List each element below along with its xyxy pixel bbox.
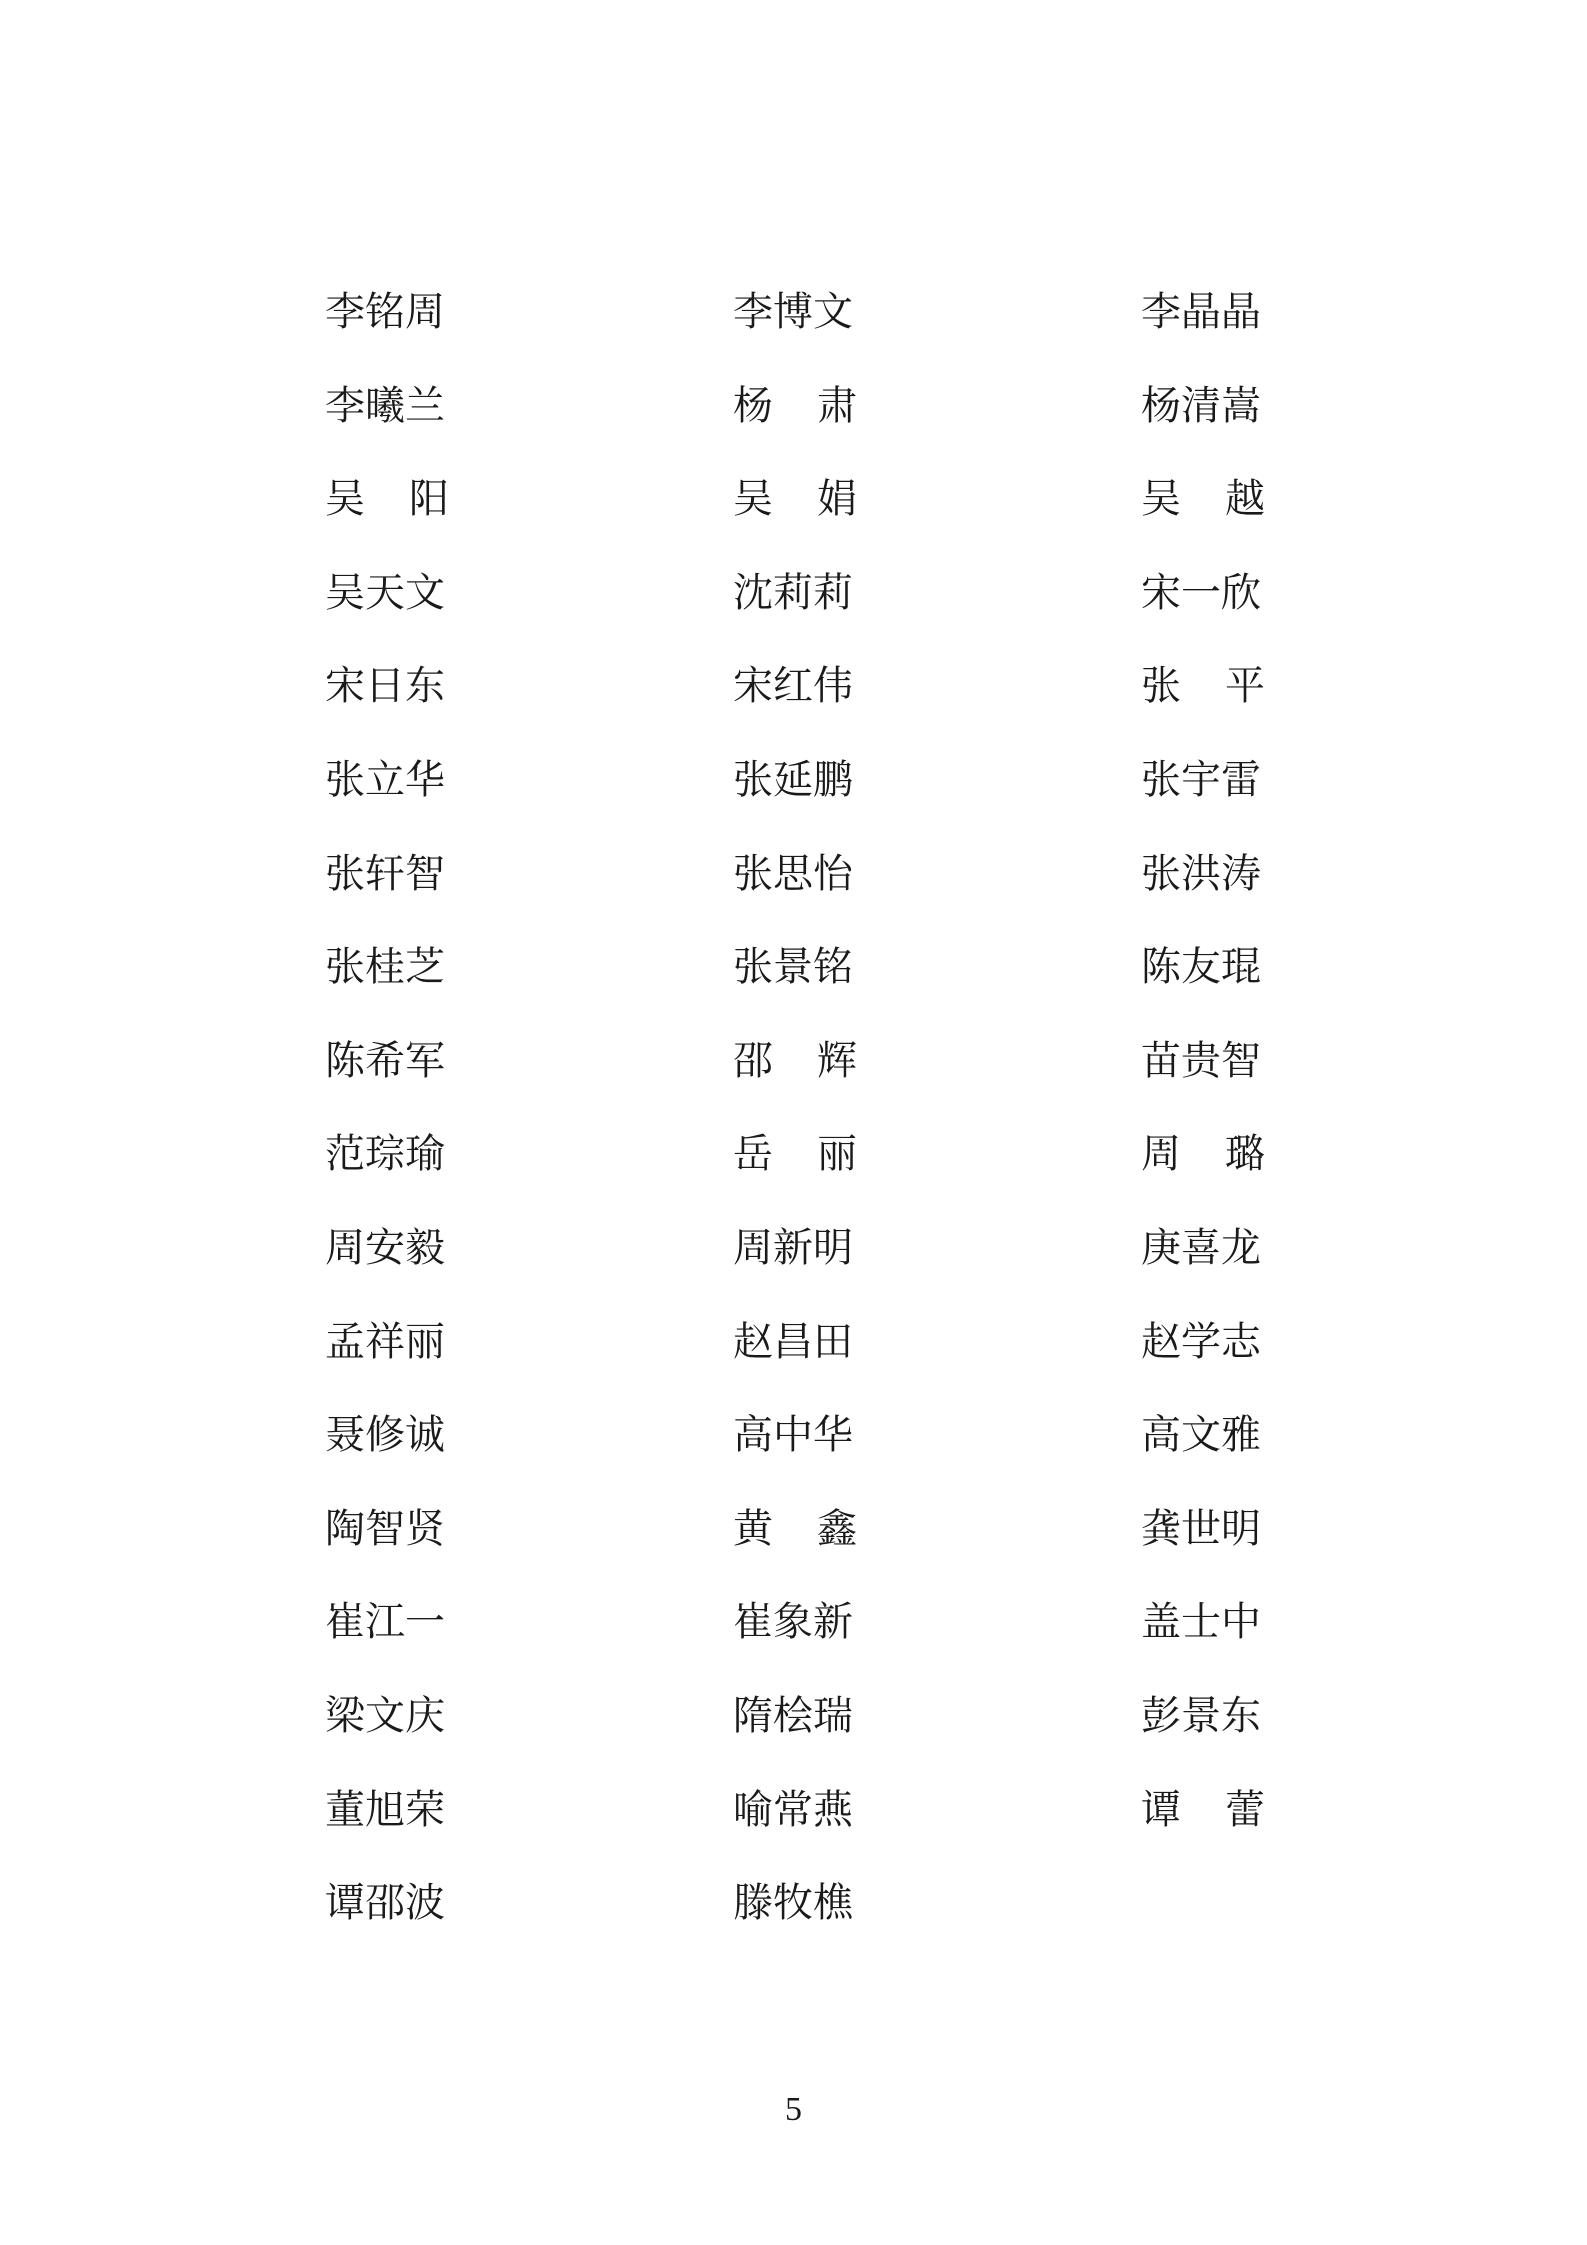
name-entry: 周安毅 <box>325 1224 445 1271</box>
name-entry: 吴天文 <box>325 569 445 616</box>
name-entry: 彭景东 <box>1141 1692 1261 1739</box>
name-entry: 吴 阳 <box>325 476 449 523</box>
name-entry: 高文雅 <box>1141 1412 1261 1459</box>
name-entry: 张延鹏 <box>733 756 853 803</box>
name-entry: 吴 越 <box>1141 476 1265 523</box>
name-entry: 范琮瑜 <box>325 1131 445 1178</box>
name-entry: 周新明 <box>733 1224 853 1271</box>
name-entry: 张宇雷 <box>1141 756 1261 803</box>
name-entry: 宋一欣 <box>1141 569 1261 616</box>
name-entry: 陈希军 <box>325 1037 445 1084</box>
name-entry: 李博文 <box>733 289 853 335</box>
name-entry: 庚喜龙 <box>1141 1224 1261 1271</box>
name-entry: 梁文庆 <box>325 1692 445 1739</box>
name-entry: 张轩智 <box>325 850 445 897</box>
name-entry: 滕牧樵 <box>733 1880 853 1927</box>
name-entry: 苗贵智 <box>1141 1037 1261 1084</box>
name-entry: 崔象新 <box>733 1599 853 1646</box>
name-entry: 黄 鑫 <box>733 1505 857 1552</box>
name-entry: 张思怡 <box>733 850 853 897</box>
name-entry: 李晶晶 <box>1141 289 1261 335</box>
name-list <box>325 288 1325 1973</box>
name-entry: 吴 娟 <box>733 476 857 523</box>
page-number: 5 <box>785 2091 802 2128</box>
name-entry: 杨清嵩 <box>1141 382 1261 429</box>
name-entry: 张景铭 <box>733 944 853 991</box>
name-entry: 聂修诚 <box>325 1412 445 1459</box>
name-entry: 邵 辉 <box>733 1037 857 1084</box>
name-entry: 陈友琨 <box>1141 944 1261 991</box>
name-entry: 宋红伟 <box>733 663 853 710</box>
name-entry: 陶智贤 <box>325 1505 445 1552</box>
name-entry: 杨 肃 <box>733 382 857 429</box>
name-entry: 周 璐 <box>1141 1131 1265 1178</box>
name-entry: 张 平 <box>1141 663 1265 710</box>
name-entry: 赵昌田 <box>733 1318 853 1365</box>
name-entry: 隋桧瑞 <box>733 1692 853 1739</box>
name-entry: 宋日东 <box>325 663 445 710</box>
name-entry: 岳 丽 <box>733 1131 857 1178</box>
name-entry: 李曦兰 <box>325 382 445 429</box>
name-entry: 龚世明 <box>1141 1505 1261 1552</box>
name-entry: 孟祥丽 <box>325 1318 445 1365</box>
name-entry: 张洪涛 <box>1141 850 1261 897</box>
name-entry: 沈莉莉 <box>733 569 853 616</box>
name-entry: 赵学志 <box>1141 1318 1261 1365</box>
name-entry: 高中华 <box>733 1412 853 1459</box>
name-entry: 张桂芝 <box>325 944 445 991</box>
name-entry: 谭邵波 <box>325 1880 445 1927</box>
name-entry: 盖士中 <box>1141 1599 1261 1646</box>
name-entry: 李铭周 <box>325 289 445 335</box>
name-entry: 谭 蕾 <box>1141 1786 1265 1833</box>
name-entry: 崔江一 <box>325 1599 445 1646</box>
name-entry: 喻常燕 <box>733 1786 853 1833</box>
name-entry: 董旭荣 <box>325 1786 445 1833</box>
name-entry: 张立华 <box>325 756 445 803</box>
